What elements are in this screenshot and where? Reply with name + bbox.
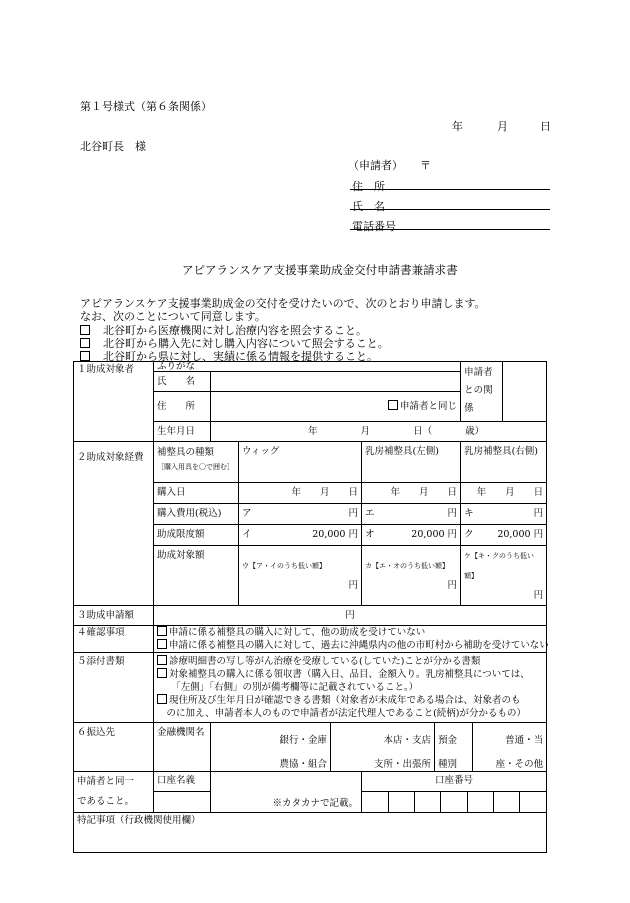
applicant-name-label: 氏 名 xyxy=(352,200,385,213)
same-as-applicant-checkbox[interactable] xyxy=(388,400,398,410)
intro-line-1: アピアランスケア支援事業助成金の交付を受けたいので、次のとおり申請します。 xyxy=(80,297,486,310)
consent-item-2: 北谷町から購入先に対し購入内容について照会すること。 xyxy=(80,335,389,351)
s6-title: ６振込先 xyxy=(74,723,154,772)
s2-title: ２助成対象経費 xyxy=(74,442,154,606)
target-label: 助成対象額 xyxy=(154,546,239,606)
acct-digit[interactable] xyxy=(467,792,493,812)
s6-note: 申請者と同一 であること。 xyxy=(74,771,154,812)
s4-items: 申請に係る補整具の購入に対して、他の助成を受けていない 申請に係る補整具の購入に対して、過去に沖縄県内の他の市町村から補助を受けていない xyxy=(154,626,547,653)
birth-day: 日（ xyxy=(413,425,433,437)
s1-name-label: 氏 名 xyxy=(154,372,211,392)
s1-birth-label: 生年月日 xyxy=(154,422,211,442)
s1-address-field[interactable] xyxy=(211,392,461,422)
cost-left[interactable]: エ 円 xyxy=(362,504,461,525)
cost-label: 購入費用(税込) xyxy=(154,504,239,525)
acct-no-field[interactable] xyxy=(362,791,547,812)
checkbox[interactable] xyxy=(80,351,90,361)
bank-name-field-2[interactable]: 農協・組合 xyxy=(211,759,331,772)
birth-year: 年 xyxy=(308,425,318,437)
cost-right[interactable]: キ 円 xyxy=(461,504,547,525)
s1-address-label: 住 所 xyxy=(154,392,211,422)
s1-name-field[interactable] xyxy=(211,372,461,392)
limit-right: ク 20,000 円 xyxy=(461,525,547,546)
deposit-label-2: 種別 xyxy=(435,759,473,772)
birth-field[interactable] xyxy=(211,422,547,442)
checkbox[interactable] xyxy=(157,668,167,678)
checkbox[interactable] xyxy=(157,626,167,636)
name-underline[interactable] xyxy=(350,209,550,210)
type-note: ［購入用具を〇で囲む］ xyxy=(157,463,234,471)
acct-digit[interactable] xyxy=(362,792,388,812)
applicant-address-label: 住 所 xyxy=(352,180,385,193)
addressee: 北谷町長 様 xyxy=(80,140,146,153)
acct-no-label: 口座番号 xyxy=(362,771,547,791)
relation-field[interactable] xyxy=(503,362,547,422)
breast-right-option[interactable]: 乳房補整具(右側) xyxy=(461,442,547,483)
branch-field[interactable]: 本店・支店 xyxy=(331,723,435,759)
date-year-label: 年 xyxy=(452,120,463,133)
form-number: 第１号様式（第６条関係） xyxy=(80,100,212,113)
intro-line-2: なお、次のことについて同意します。 xyxy=(80,310,266,323)
applicant-phone-label: 電話番号 xyxy=(352,220,396,233)
s4-title: ４確認事項 xyxy=(74,626,154,653)
target-right[interactable]: ケ【キ・クのうち低い額】 円 xyxy=(461,546,547,606)
acct-no-digits xyxy=(362,792,546,812)
target-left[interactable]: カ【エ・オのうち低い額】 円 xyxy=(362,546,461,606)
s1-title: １助成対象者 xyxy=(74,362,154,442)
s3-amount-field[interactable]: 円 xyxy=(154,606,547,626)
checkbox[interactable] xyxy=(157,655,167,665)
applicant-label: （申請者） xyxy=(348,159,403,172)
acct-digit[interactable] xyxy=(441,792,467,812)
s3-title: ３助成申請額 xyxy=(74,606,154,626)
holder-label-blank xyxy=(154,791,211,812)
acct-digit[interactable] xyxy=(415,792,441,812)
wig-option[interactable]: ウィッグ xyxy=(239,442,362,483)
purchase-date-right[interactable]: 年 月 日 xyxy=(461,483,547,504)
account-type-field-2[interactable]: 座・その他 xyxy=(473,759,547,772)
limit-left: オ 20,000 円 xyxy=(362,525,461,546)
acct-digit[interactable] xyxy=(520,792,546,812)
type-label: 補整具の種類 ［購入用具を〇で囲む］ xyxy=(154,442,239,483)
birth-month: 月 xyxy=(360,425,371,437)
s5-items: 診療明細書の写し等がん治療を受療している(していた)ことが分かる書類 対象補整具の購入に係る領収書（購入日、品目、金額入り。乳房補整具については、 「左側」「右側」の別が備考欄等に記載されていること。） 現住所及び生年月日が確認できる書類（対象者が未成年である場合は、対象者のも のに加え、申請者本人のもので申請者が法定代理人であること(続柄)が分かるもの） xyxy=(154,653,547,723)
s5-title: ５添付書類 xyxy=(74,653,154,723)
cost-wig[interactable]: ア 円 xyxy=(239,504,362,525)
branch-field-2[interactable]: 支所・出張所 xyxy=(331,759,435,772)
checkbox[interactable] xyxy=(80,325,90,335)
acct-digit[interactable] xyxy=(388,792,414,812)
phone-underline[interactable] xyxy=(350,229,550,230)
limit-wig: イ 20,000 円 xyxy=(239,525,362,546)
purchase-date-wig[interactable]: 年 月 日 xyxy=(239,483,362,504)
deposit-label: 預金 xyxy=(435,723,473,759)
date-month-label: 月 xyxy=(497,120,508,133)
document-title: アピアランスケア支援事業助成金交付申請書兼請求書 xyxy=(182,263,458,277)
birth-age: 歳） xyxy=(465,425,485,437)
acct-digit[interactable] xyxy=(493,792,519,812)
breast-left-option[interactable]: 乳房補整具(左側) xyxy=(362,442,461,483)
checkbox[interactable] xyxy=(157,639,167,649)
purchase-date-left[interactable]: 年 月 日 xyxy=(362,483,461,504)
limit-label: 助成限度額 xyxy=(154,525,239,546)
holder-field[interactable]: ※カタカナで記載。 xyxy=(211,771,362,812)
postal-mark: 〒 xyxy=(420,159,431,172)
checkbox[interactable] xyxy=(80,338,90,348)
purchase-date-label: 購入日 xyxy=(154,483,239,504)
s7-title[interactable]: 特記事項（行政機関使用欄） xyxy=(74,812,547,852)
furigana-label: ふりがな xyxy=(154,362,461,372)
date-day-label: 日 xyxy=(540,120,551,133)
application-form-table xyxy=(73,361,547,853)
checkbox[interactable] xyxy=(157,694,167,704)
account-type-field[interactable]: 普通・当 xyxy=(473,723,547,759)
target-wig[interactable]: ウ【ア・イのうち低い額】 円 xyxy=(239,546,362,606)
bank-label: 金融機関名 xyxy=(154,723,211,772)
holder-label: 口座名義 xyxy=(154,771,211,791)
consent-item-3: 北谷町から県に対し、実績に係る情報を提供すること。 xyxy=(80,348,378,364)
address-underline[interactable] xyxy=(350,189,550,190)
same-as-applicant-label: 申請者と同じ xyxy=(400,401,458,412)
consent-item-1: 北谷町から医療機関に対し治療内容を照会すること。 xyxy=(80,322,367,338)
bank-name-field[interactable]: 銀行・金庫 xyxy=(211,723,331,759)
relation-label: 申請者 との関 係 xyxy=(461,362,503,422)
